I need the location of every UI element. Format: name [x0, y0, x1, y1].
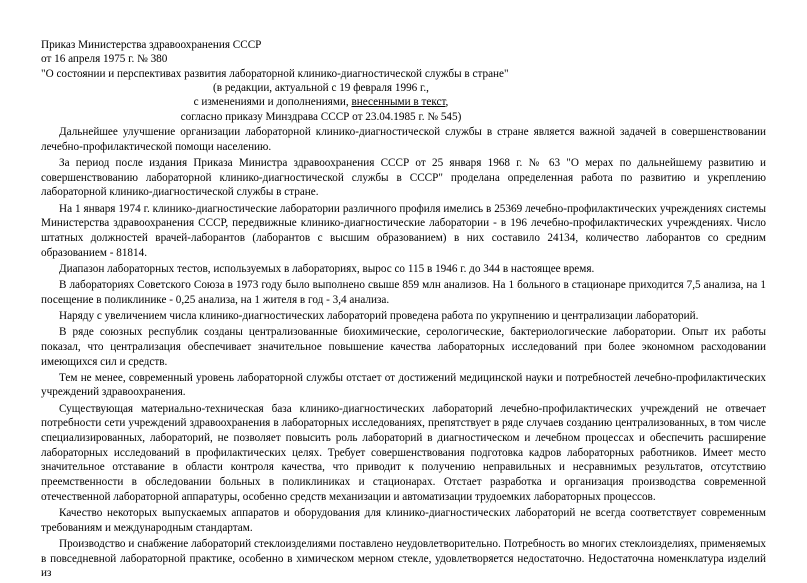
document-header: [41, 38, 601, 123]
amendments-note-prefix: с изменениями и дополнениями,: [193, 96, 352, 108]
paragraph: Существующая материально-техническая база клинико-диагностических лабораторий лечебно-профилактических учреждений не отвечает потребности сети учреждений здравоохранения в лабораторных исследованиях, препятствует в ряде случаев созданию централизованных, в том числе специализированных, лабораторий, не позволяет повысить роль лабораторий в диагностическом и лечебном процессах и обеспечить расширение лабораторных исследований в профилактических целях. Требует совершенствования подготовка кадров лабораторных работников. Имеет место значительное отставание в области контроля качества, что приводит к получению неправильных и несравнимых результатов, отсутствию преемственности в обследовании больных в поликлиниках и стационарах. Отстает разработка и организация производства современной отечественной лабораторной аппаратуры, особенно средств механизации и автоматизации трудоемких лабораторных процессов.: [41, 402, 766, 503]
order-subject: "О состоянии и перспективах развития лабораторной клинико-диагностической службы в стране": [41, 67, 509, 80]
amendments-link[interactable]: внесенными в текст: [351, 96, 446, 108]
paragraph: За период после издания Приказа Министра здравоохранения СССР от 25 января 1968 г. № 63 "О мерах по дальнейшему развитию и совершенствованию лабораторной клинико-диагностической службы в СССР" проделана определенная работа по развитию и укреплению лабораторной клинико-диагностической службы в стране.: [41, 156, 766, 199]
paragraph: В ряде союзных республик созданы централизованные биохимические, серологические, бактериологические лаборатории. Опыт их работы показал, что централизация обеспечивает значительное повышение качества лабораторных исследований при более экономном расходовании имеющихся сил и средств.: [41, 326, 766, 368]
paragraph: Диапазон лабораторных тестов, используемых в лабораториях, вырос со 115 в 1946 г. до 344 в настоящее время.: [59, 262, 595, 275]
amendments-note-suffix: ,: [445, 96, 449, 108]
paragraph: Производство и снабжение лабораторий стеклоизделиями поставлено неудовлетворительно. Потребность во многих стеклоизделиях, применяемых в повседневной лабораторной практике, особенно в химическом мерном стекле, удовлетворяется недостаточно. Недостаточна номенклатура изделий из: [41, 537, 766, 580]
paragraph: Качество некоторых выпускаемых аппаратов и оборудования для клинико-диагностических лабораторий не всегда соответствует современным требованиям и международным стандартам.: [41, 507, 766, 534]
paragraph: В лабораториях Советского Союза в 1973 году было выполнено свыше 859 млн анализов. На 1 больного в стационаре приходится 7,5 анализа, на 1 посещение в поликлинике - 0,25 анализа, на 1 жителя в год - 3,4 анализа.: [41, 279, 766, 306]
paragraph: Наряду с увеличением числа клинико-диагностических лабораторий проведена работа по укрупнению и централизации лабораторий.: [59, 309, 699, 322]
amendments-note: [41, 95, 601, 109]
order-date-number: от 16 апреля 1975 г. № 380: [41, 53, 168, 66]
order-title: Приказ Министерства здравоохранения СССР: [41, 39, 262, 51]
amending-order-note: согласно приказу Минздрава СССР от 23.04.1985 г. № 545): [180, 111, 462, 123]
paragraph: Дальнейшее улучшение организации лабораторной клинико-диагностической службы в стране является важной задачей в совершенствовании лечебно-профилактической помощи населению.: [41, 126, 766, 153]
paragraph: На 1 января 1974 г. клинико-диагностические лаборатории различного профиля имелись в 25369 лечебно-профилактических учреждениях системы Министерства здравоохранения СССР, передвижные клинико-диагностические лаборатории - в 196 лечебно-профилактических учреждениях. Число штатных должностей врачей-лаборантов (лаборантов с высшим образованием) в них составило 24134, количество лаборантов со средним образованием - 81814.: [41, 202, 766, 259]
edition-note: (в редакции, актуальной с 19 февраля 1996 г.,: [213, 82, 429, 94]
paragraph: Тем не менее, современный уровень лабораторной службы отстает от достижений медицинской науки и потребностей лечебно-профилактических учреждений здравоохранения.: [41, 371, 766, 399]
document-body: [41, 125, 766, 583]
